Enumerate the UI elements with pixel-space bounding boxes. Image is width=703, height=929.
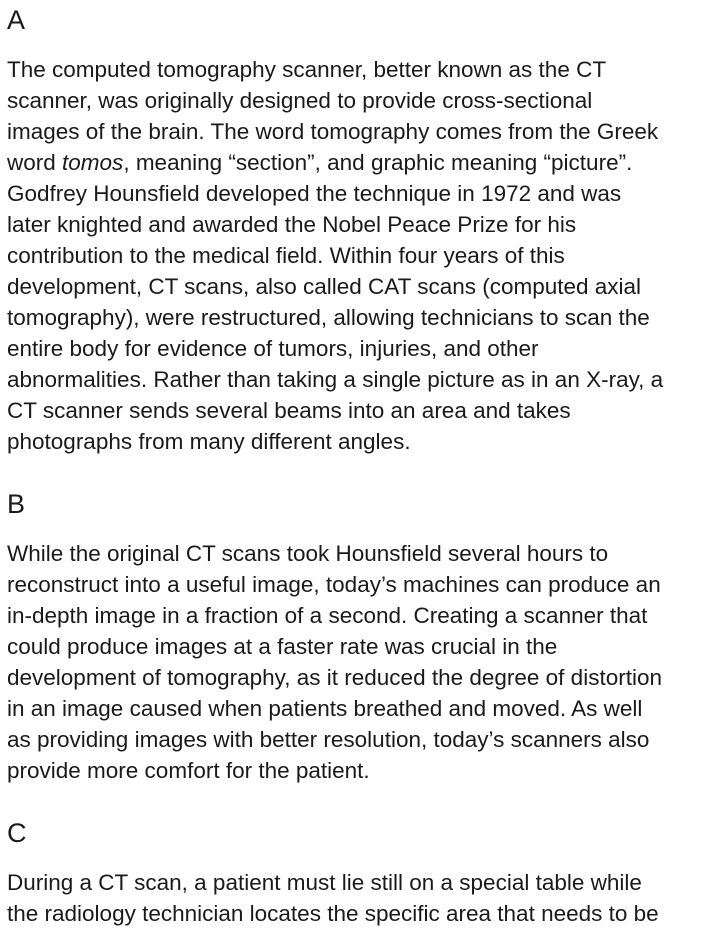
paragraph-line: later knighted and awarded the Nobel Peace Prize for his — [7, 212, 577, 237]
paragraph-line: provide more comfort for the patient. — [7, 758, 370, 783]
paragraph-line: could produce images at a faster rate was crucial in the — [7, 634, 558, 659]
paragraph-line: During a CT scan, a patient must lie still on a special table while — [7, 870, 642, 895]
section-a-label: A — [7, 5, 26, 35]
paragraph-line: photographs from many different angles. — [7, 429, 411, 454]
paragraph-line: development of tomography, as it reduced the degree of distortion — [7, 665, 662, 690]
paragraph-line: Godfrey Hounsfield developed the technique in 1972 and was — [7, 181, 622, 206]
section-a-paragraph — [7, 54, 701, 457]
paragraph-line: While the original CT scans took Hounsfield several hours to — [7, 541, 609, 566]
paragraph-line: as providing images with better resolution, today’s scanners also — [7, 727, 650, 752]
paragraph-line: tomography), were restructured, allowing technicians to scan the — [7, 305, 650, 330]
section-b-paragraph — [7, 538, 701, 786]
line-segment: , meaning “section”, and graphic meaning “picture”. — [123, 150, 633, 175]
paragraph-line: entire body for evidence of tumors, injuries, and other — [7, 336, 539, 361]
paragraph-line: in an image caused when patients breathed and moved. As well — [7, 696, 643, 721]
paragraph-line: CT scanner sends several beams into an area and takes — [7, 398, 571, 423]
italic-term: tomos — [62, 150, 124, 175]
paragraph-line — [7, 147, 701, 178]
paragraph-line: contribution to the medical field. Within four years of this — [7, 243, 565, 268]
line-segment: word — [7, 150, 63, 175]
paragraph-line: development, CT scans, also called CAT scans (computed axial — [7, 274, 642, 299]
paragraph-line: in-depth image in a fraction of a second. Creating a scanner that — [7, 603, 648, 628]
section-c-label: C — [7, 818, 27, 848]
section-c-paragraph — [7, 867, 701, 929]
paragraph-line: the radiology technician locates the specific area that needs to be — [7, 901, 659, 926]
paragraph-line: abnormalities. Rather than taking a single picture as in an X-ray, a — [7, 367, 664, 392]
paragraph-line: images of the brain. The word tomography comes from the Greek — [7, 119, 659, 144]
document — [7, 0, 701, 929]
section-b-label: B — [7, 489, 26, 519]
paragraph-line: reconstruct into a useful image, today’s machines can produce an — [7, 572, 661, 597]
paragraph-line: scanner, was originally designed to provide cross-sectional — [7, 88, 593, 113]
paragraph-line: The computed tomography scanner, better known as the CT — [7, 57, 607, 82]
